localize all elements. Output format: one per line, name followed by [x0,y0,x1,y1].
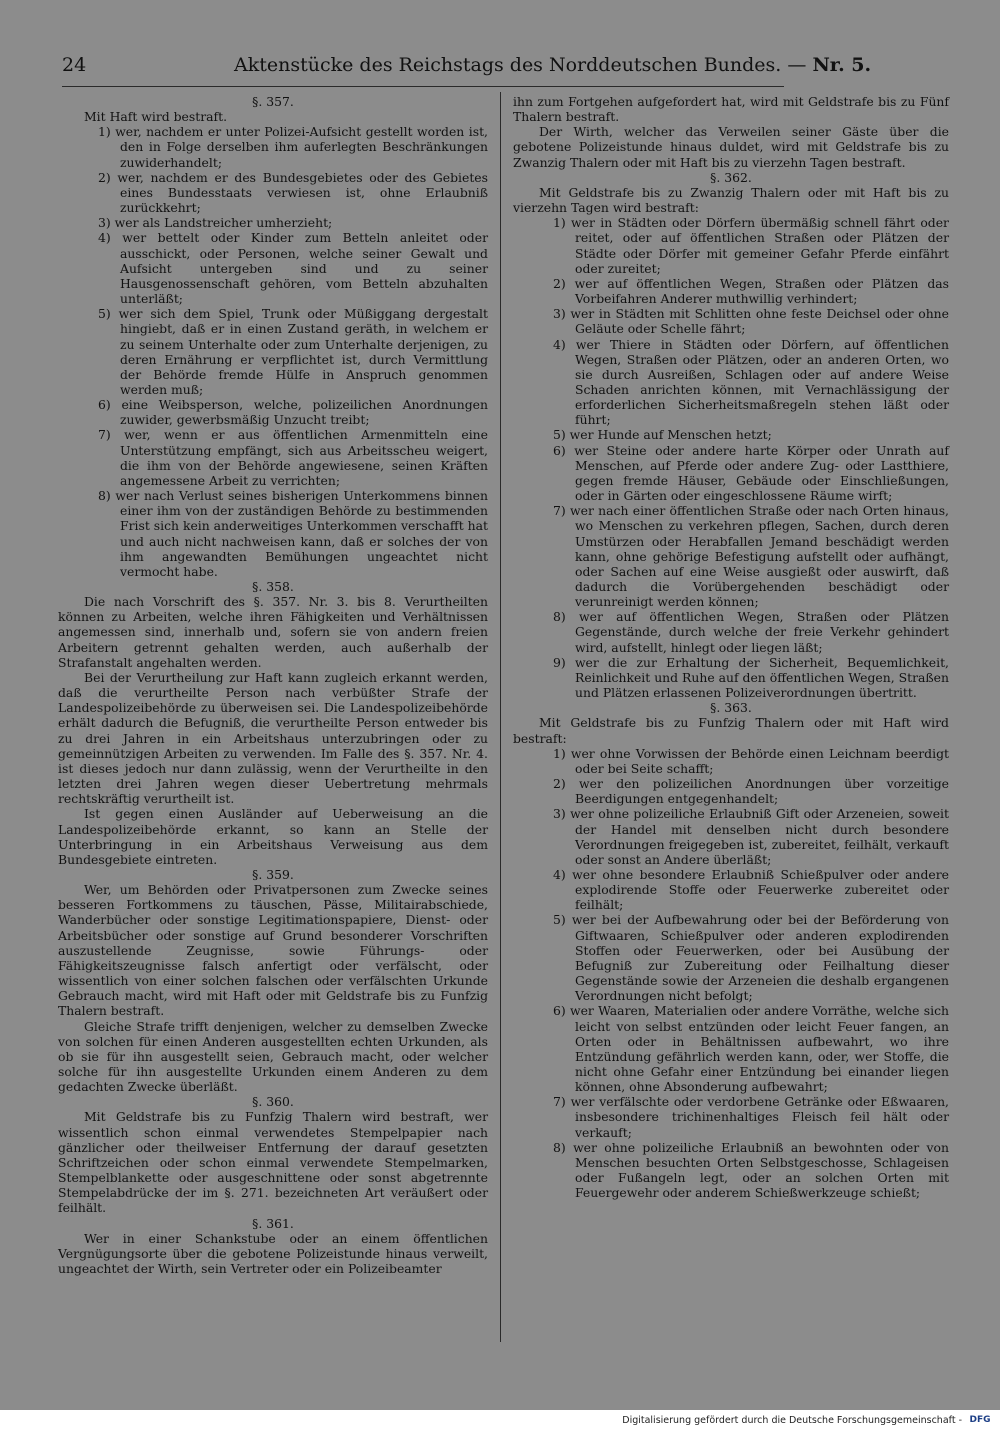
list-item: 1) wer, nachdem er unter Polizei-Aufsicht gestellt worden ist, den in Folge derselben ihm auferlegten Beschränkungen zuwiderhandelt; [98,124,488,170]
list-item: 2) wer den polizeilichen Anordnungen über vorzeitige Beerdigungen entgegenhandelt; [553,776,949,807]
list-item: 7) wer, wenn er aus öffentlichen Armenmitteln eine Unterstützung empfängt, sich aus Arbeitsscheu weigert, die ihm von der Behörde angewiesene, seinen Kräften angemessene Arbeit zu verrichten; [98,427,488,488]
list-item: 5) wer sich dem Spiel, Trunk oder Müßiggang dergestalt hingiebt, daß er in einen Zustand geräth, in welchem er zu seinem Unterhalte oder zum Unterhalte derjenigen, zu deren Ernährung er verpflichtet ist, durch Vermittlung der Behörde fremde Hülfe in Anspruch genommen werden muß; [98,306,488,397]
footer-bar [0,1410,1000,1432]
paragraph: Ist gegen einen Ausländer auf Ueberweisung an die Landespolizeibehörde erkannt, so kann an Stelle der Unterbringung in ein Arbeitshaus Verweisung aus dem Bundesgebiete eintreten. [58,806,488,867]
paragraph: Bei der Verurtheilung zur Haft kann zugleich erkannt werden, daß die verurtheilte Person nach verbüßter Strafe der Landespolizeibehörde zu überweisen sei. Die Landespolizeibehörde erhält dadurch die Befugniß, die verurtheilte Person entweder bis zu drei Jahren in ein Arbeitshaus unterzubringen oder zu gemeinnützigen Arbeiten zu verwenden. Im Falle des §. 357. Nr. 4. ist dieses jedoch nur dann zulässig, wenn der Verurtheilte in den letzten drei Jahren wegen dieser Uebertretung mehrmals rechtskräftig verurtheilt ist. [58,669,488,807]
running-title [234,54,871,76]
paragraph: Mit Haft wird bestraft. [84,109,228,125]
paragraph: Der Wirth, welcher das Verweilen seiner Gäste über die gebotene Polizeistunde hinaus duldet, wird mit Geldstrafe bis zu Zwanzig Thalern oder mit Haft bis zu vierzehn Tagen bestraft. [513,124,949,170]
list-item: 1) wer in Städten oder Dörfern übermäßig schnell fährt oder reitet, oder auf öffentlichen Straßen oder Plätzen der Städte oder Dörfer mit gemeiner Gefahr Pferde einfährt oder zureitet; [553,215,949,276]
header-rule [62,86,784,87]
list-item: 2) wer auf öffentlichen Wegen, Straßen oder Plätzen das Vorbeifahren Anderer muthwillig verhindert; [553,275,949,307]
footer-credit: Digitalisierung gefördert durch die Deutsche Forschungsgemeinschaft - [622,1415,962,1426]
paragraph: ihn zum Fortgehen aufgefordert hat, wird mit Geldstrafe bis zu Fünf Thalern bestraft. [513,94,949,125]
dfg-logo: DFG [969,1415,991,1425]
list-item: 2) wer, nachdem er des Bundesgebietes oder des Gebietes eines Bundesstaats verwiesen ist, ohne Erlaubniß zurückkehrt; [98,169,488,216]
paragraph: Gleiche Strafe trifft denjenigen, welcher zu demselben Zwecke von solchen für einen Anderen ausgestellten echten Urkunden, als ob sie für ihn ausgestellt seien, Gebrauch macht, oder welcher solche für ihn ausgestellte Urkunden einem Anderen zu dem gedachten Zwecke überläßt. [58,1018,488,1095]
page-number: 24 [62,54,87,76]
section-heading: §. 359. [252,866,294,882]
left-column [58,94,488,1276]
section-heading: §. 363. [710,700,752,716]
section-heading: §. 357. [252,94,294,109]
section-heading: §. 361. [252,1215,294,1231]
list-item: 1) wer ohne Vorwissen der Behörde einen Leichnam beerdigt oder bei Seite schafft; [553,745,949,776]
list-item: 3) wer als Landstreicher umherzieht; [98,215,333,231]
column-divider [500,92,501,1342]
list-item: 7) wer nach einer öffentlichen Straße oder nach Orten hinaus, wo Menschen zu verkehren pflegen, Sachen, durch deren Umstürzen oder Herabfallen Jemand beschädigt werden kann, ohne gehörige Befestigung aufstellt oder aufhängt, oder Sachen auf eine Weise ausgießt oder auswirft, daß dadurch die Vorübergehenden beschädigt oder verunreinigt werden können; [553,503,949,610]
paragraph: Die nach Vorschrift des §. 357. Nr. 3. bis 8. Verurtheilten können zu Arbeiten, welche ihren Fähigkeiten und Verhältnissen angemessen sind, innerhalb und, sofern sie von andern freien Arbeitern getrennt gehalten werden, auch außerhalb der Strafanstalt angehalten werden. [58,594,488,670]
list-item: 4) wer ohne besondere Erlaubniß Schießpulver oder andere explodirende Stoffe oder Feuerwerke zubereitet oder feilhält; [553,866,949,913]
paragraph: Mit Geldstrafe bis zu Funfzig Thalern wird bestraft, wer wissentlich schon einmal verwendetes Stempelpapier nach gänzlicher oder theilweiser Entfernung der darauf gesetzten Schriftzeichen oder schon einmal verwendete Stempelmarken, Stempelblankette oder ausgeschnittene oder sonst abgetrennte Stempelabdrücke der im §. 271. bezeichneten Art veräußert oder feilhält. [58,1109,488,1216]
list-item: 8) wer ohne polizeiliche Erlaubniß an bewohnten oder von Menschen besuchten Orten Selbstgeschosse, Schlageisen oder Fußangeln legt, oder an solchen Orten mit Feuergewehr oder anderem Schießwerkzeuge schießt; [553,1139,949,1201]
right-column [513,94,949,1200]
list-item: 3) wer in Städten mit Schlitten ohne feste Deichsel oder ohne Geläute oder Schelle fährt; [553,306,949,337]
list-item: 8) wer nach Verlust seines bisherigen Unterkommens binnen einer ihm von der zuständigen Behörde zu bestimmenden Frist sich kein anderweitiges Unterkommen verschafft hat und auch nicht nachweisen kann, daß er solches der von ihm angewandten Bemühungen ungeachtet nicht vermocht habe. [98,488,488,579]
document-number: Nr. 5. [812,54,872,76]
paragraph: Wer, um Behörden oder Privatpersonen zum Zwecke seines besseren Fortkommens zu täuschen, Pässe, Militairabschiede, Wanderbücher oder sonstige Legitimationspapiere, Dienst- oder Arbeitsbücher oder sonstige auf Grund besonderer Vorschriften auszustellende Zeugnisse, sowie Führungs- oder Fähigkeitszeugnisse falsch anfertigt oder verfälscht, oder wissentlich von einer solchen falschen oder verfälschten Urkunde Gebrauch macht, wird mit Haft oder mit Geldstrafe bis zu Funfzig Thalern bestraft. [58,882,488,1019]
section-heading: §. 360. [252,1094,294,1110]
paragraph: Mit Geldstrafe bis zu Funfzig Thalern oder mit Haft wird bestraft: [513,715,949,746]
paragraph: Wer in einer Schankstube oder an einem öffentlichen Vergnügungsorte über die gebotene Polizeistunde hinaus verweilt, ungeachtet der Wirth, sein Vertreter oder ein Polizeibeamter [58,1230,488,1277]
list-item: 5) wer bei der Aufbewahrung oder bei der Beförderung von Giftwaaren, Schießpulver oder anderen explodirenden Stoffen oder Feuerwerken, oder bei Ausübung der Befugniß zur Zubereitung oder Feilhaltung dieser Gegenstände sowie der Arzeneien die deshalb ergangenen Verordnungen nicht befolgt; [553,912,949,1004]
list-item: 5) wer Hunde auf Menschen hetzt; [553,427,772,443]
list-item: 7) wer verfälschte oder verdorbene Getränke oder Eßwaaren, insbesondere trichinenhaltiges Fleisch feil hält oder verkauft; [553,1094,949,1140]
list-item: 3) wer ohne polizeiliche Erlaubniß Gift oder Arzeneien, soweit der Handel mit denselben nicht durch besondere Verordnungen freigegeben ist, zubereitet, feilhält, verkauft oder sonst an Andere überläßt; [553,806,949,867]
list-item: 6) wer Steine oder andere harte Körper oder Unrath auf Menschen, auf Pferde oder andere Zug- oder Lastthiere, gegen fremde Häuser, Gebäude oder Einschließungen, oder in Gärten oder eingeschlossene Räume wirft; [553,442,949,504]
section-heading: §. 362. [710,169,752,185]
section-heading: §. 358. [252,579,294,594]
list-item: 6) wer Waaren, Materialien oder andere Vorräthe, welche sich leicht von selbst entzünden oder leicht Feuer fangen, an Orten oder in Behältnissen aufbewahrt, wo ihre Entzündung gefährlich werden kann, oder, wer Stoffe, die nicht ohne Gefahr einer Entzündung bei einander liegen können, ohne Absonderung aufbewahrt; [553,1003,949,1095]
list-item: 4) wer Thiere in Städten oder Dörfern, auf öffentlichen Wegen, Straßen oder Plätzen, oder an anderen Orten, wo sie durch Ausreißen, Schlagen oder auf andere Weise Schaden anrichten können, mit Vernachlässigung der erforderlichen Sicherheitsmaßregeln stehen läßt oder führt; [553,336,949,428]
list-item: 6) eine Weibsperson, welche, polizeilichen Anordnungen zuwider, gewerbsmäßig Unzucht treibt; [98,397,488,428]
list-item: 4) wer bettelt oder Kinder zum Betteln anleitet oder ausschickt, oder Personen, welche seiner Gewalt und Aufsicht untergeben sind und zu seiner Hausgenossenschaft gehören, vom Betteln abzuhalten unterläßt; [98,230,488,307]
list-item: 8) wer auf öffentlichen Wegen, Straßen oder Plätzen Gegenstände, durch welche der freie Verkehr gehindert wird, aufstellt, hinlegt oder liegen läßt; [553,609,949,655]
paragraph: Mit Geldstrafe bis zu Zwanzig Thalern oder mit Haft bis zu vierzehn Tagen wird bestraft: [513,184,949,216]
running-title-text: Aktenstücke des Reichstags des Norddeutschen Bundes. — [234,54,807,76]
list-item: 9) wer die zur Erhaltung der Sicherheit, Bequemlichkeit, Reinlichkeit und Ruhe auf den öffentlichen Wegen, Straßen und Plätzen erlassenen Polizeiverordnungen übertritt. [553,654,949,701]
